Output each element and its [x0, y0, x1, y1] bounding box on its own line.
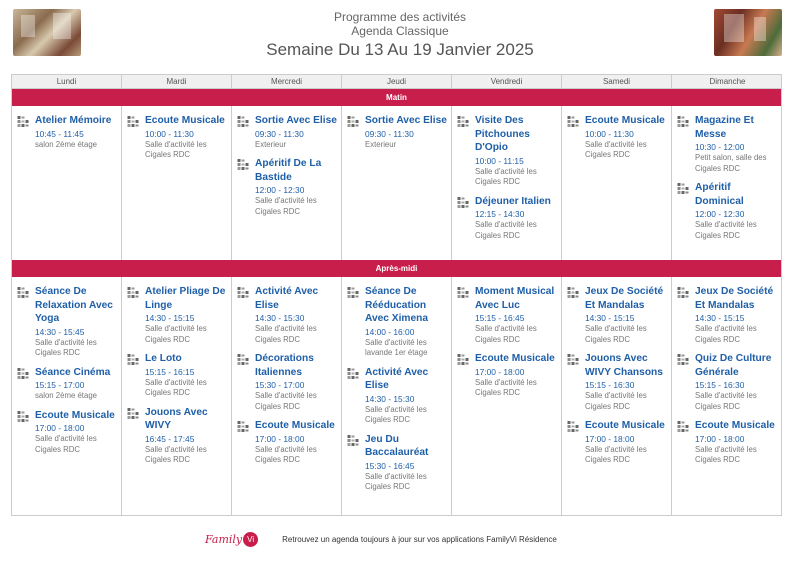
activity-place: Salle d'activité les Cigales RDC	[145, 377, 207, 397]
activity-name: Moment Musical Avec Luc	[475, 286, 555, 311]
activity-item[interactable]	[17, 114, 117, 150]
day-header-mercredi: Mercredi	[232, 75, 342, 88]
activity-name: Activité Avec Elise	[365, 366, 429, 391]
activity-body	[585, 285, 667, 345]
activity-time: 10:00 - 11:30	[145, 128, 194, 139]
activity-time: 17:00 - 18:00	[695, 433, 745, 444]
activity-name: Activité Avec Elise	[255, 286, 319, 311]
activity-icon	[237, 158, 255, 172]
activity-item[interactable]	[567, 285, 667, 345]
activity-time: 09:30 - 11:30	[255, 128, 304, 139]
activity-time: 14:30 - 15:45	[35, 326, 85, 337]
day-cell-lundi	[12, 277, 122, 516]
activity-place: Salle d'activité les Cigales RDC	[475, 166, 537, 186]
logo-text: Family	[205, 532, 243, 546]
activity-place: Salle d'activité les Cigales RDC	[475, 377, 537, 397]
activity-place: salon 2ème étage	[35, 139, 97, 149]
activity-icon	[457, 286, 475, 300]
activity-icon	[237, 353, 255, 367]
day-cell-mardi	[122, 277, 232, 516]
activity-item[interactable]	[237, 352, 337, 412]
activity-body	[35, 366, 117, 402]
activity-place: Exterieur	[365, 139, 397, 149]
activity-name: Déjeuner Italien	[475, 195, 551, 207]
activity-place: Salle d'activité les Cigales RDC	[365, 471, 427, 491]
activity-icon	[347, 434, 365, 448]
day-header-samedi: Samedi	[562, 75, 672, 88]
activity-icon	[567, 115, 585, 129]
activity-time: 12:15 - 14:30	[475, 209, 525, 219]
activity-body	[145, 352, 227, 399]
activity-place: Salle d'activité les Cigales RDC	[695, 324, 757, 344]
activity-place: Exterieur	[255, 139, 287, 149]
activity-place: salon 2ème étage	[35, 391, 97, 400]
activity-name: Le Loto	[145, 353, 182, 364]
section-band-apres-midi: Après-midi	[12, 260, 781, 277]
activity-item[interactable]	[677, 181, 779, 241]
activity-time: 10:00 - 11:30	[585, 128, 634, 139]
activity-place: Salle d'activité les Cigales RDC	[585, 139, 647, 159]
activity-item[interactable]	[127, 352, 227, 399]
activity-place: Salle d'activité les lavande 1er étage	[365, 337, 428, 357]
activity-item[interactable]	[567, 419, 667, 466]
activity-item[interactable]	[457, 285, 557, 345]
activity-icon	[567, 353, 585, 367]
activity-place: Salle d'activité les Cigales RDC	[585, 324, 647, 344]
activity-icon	[127, 115, 145, 129]
activity-place: Salle d'activité les Cigales RDC	[145, 444, 207, 464]
page-title: Programme des activités	[333, 10, 467, 24]
agenda-grid	[11, 74, 782, 516]
activity-time: 14:00 - 16:00	[365, 326, 415, 337]
day-header-jeudi: Jeudi	[342, 75, 452, 88]
activity-item[interactable]	[17, 409, 117, 456]
activity-body	[695, 419, 779, 466]
day-cell-dimanche	[672, 106, 783, 260]
activity-item[interactable]	[237, 114, 337, 150]
activity-body	[145, 285, 227, 345]
activity-item[interactable]	[677, 114, 779, 174]
activity-body	[475, 114, 557, 188]
activity-name: Sortie Avec Elise	[365, 115, 447, 126]
activity-time: 16:45 - 17:45	[145, 433, 195, 444]
activity-name: Ecoute Musicale	[585, 115, 665, 126]
day-cell-jeudi	[342, 277, 452, 516]
activity-body	[585, 352, 667, 412]
activity-icon	[237, 115, 255, 129]
activity-time: 17:00 - 18:00	[255, 433, 305, 444]
day-cell-mercredi	[232, 277, 342, 516]
week-title: Semaine Du 13 Au 19 Janvier 2025	[266, 40, 534, 59]
activity-body	[365, 285, 447, 359]
activity-item[interactable]	[567, 114, 667, 161]
activity-name: Jeux De Société Et Mandalas	[585, 286, 664, 311]
activity-body	[145, 114, 227, 161]
activity-time: 15:30 - 17:00	[255, 380, 305, 390]
activity-icon	[237, 286, 255, 300]
activity-icon	[457, 115, 475, 129]
day-cell-vendredi	[452, 106, 562, 260]
activity-body	[695, 181, 779, 241]
day-cell-samedi	[562, 106, 672, 260]
activity-time: 09:30 - 11:30	[365, 128, 414, 139]
activity-icon	[347, 115, 365, 129]
activity-item[interactable]	[457, 352, 557, 399]
activity-icon	[347, 367, 365, 381]
activity-body	[145, 406, 227, 466]
activity-icon	[17, 367, 35, 381]
activity-icon	[677, 182, 695, 196]
activity-time: 10:30 - 12:00	[695, 142, 745, 152]
activity-time: 12:00 - 12:30	[255, 185, 305, 195]
activity-body	[365, 433, 447, 493]
activity-icon	[457, 353, 475, 367]
activity-place: Salle d'activité les Cigales RDC	[35, 434, 97, 454]
activity-icon	[677, 353, 695, 367]
day-cell-mardi	[122, 106, 232, 260]
day-cell-dimanche	[672, 277, 783, 516]
activity-item[interactable]	[677, 419, 779, 466]
agenda-sections	[12, 89, 781, 516]
activity-time: 17:00 - 18:00	[35, 423, 85, 433]
activity-place: Salle d'activité les Cigales RDC	[255, 324, 317, 344]
activity-time: 14:30 - 15:15	[695, 313, 745, 323]
activity-place: Salle d'activité les Cigales RDC	[145, 324, 207, 344]
day-cell-samedi	[562, 277, 672, 516]
activity-body	[365, 114, 447, 150]
day-header-mardi: Mardi	[122, 75, 232, 88]
activity-name: Séance De Rééducation Avec Ximena	[365, 286, 429, 324]
activity-time: 15:30 - 16:45	[365, 460, 415, 471]
activity-time: 14:30 - 15:30	[365, 393, 415, 404]
footer	[205, 529, 557, 549]
activity-icon	[237, 420, 255, 434]
activity-place: Salle d'activité les Cigales RDC	[585, 391, 647, 411]
activity-time: 17:00 - 18:00	[585, 433, 635, 444]
activity-body	[695, 114, 779, 174]
activity-body	[475, 352, 557, 399]
activity-name: Décorations Italiennes	[255, 353, 314, 378]
activity-body	[255, 352, 337, 412]
page-subtitle: Agenda Classique	[351, 24, 449, 38]
activity-time: 14:30 - 15:30	[255, 313, 305, 323]
activity-place: Salle d'activité les Cigales RDC	[255, 391, 317, 411]
activity-icon	[677, 115, 695, 129]
activity-place: Salle d'activité les Cigales RDC	[585, 444, 647, 464]
activity-name: Ecoute Musicale	[255, 420, 335, 431]
activity-place: Salle d'activité les Cigales RDC	[255, 444, 317, 464]
activity-time: 15:15 - 16:45	[475, 313, 525, 323]
activity-icon	[677, 420, 695, 434]
activity-item[interactable]	[237, 285, 337, 345]
activity-time: 14:30 - 15:15	[585, 313, 635, 323]
activity-name: Jeux De Société Et Mandalas	[695, 286, 774, 311]
activity-item[interactable]	[347, 366, 447, 426]
activity-time: 15:15 - 16:30	[695, 380, 745, 390]
day-header-dimanche: Dimanche	[709, 77, 746, 86]
activity-name: Atelier Pliage De Linge	[145, 286, 226, 311]
activity-icon	[127, 286, 145, 300]
activity-time: 14:30 - 15:15	[145, 313, 195, 323]
activity-name: Ecoute Musicale	[145, 115, 225, 126]
activity-icon	[127, 407, 145, 421]
activity-place: Salle d'activité les Cigales RDC	[695, 391, 757, 411]
footer-message: Retrouvez un agenda toujours à jour sur vos applications FamilyVi Résidence	[282, 534, 557, 544]
activity-body	[585, 419, 667, 466]
activity-icon	[17, 115, 35, 129]
activity-time: 10:00 - 11:15	[475, 155, 524, 166]
activity-body	[475, 195, 557, 242]
activity-place: Salle d'activité les Cigales RDC	[475, 324, 537, 344]
activity-item[interactable]	[127, 114, 227, 161]
activity-icon	[17, 286, 35, 300]
activity-item[interactable]	[677, 352, 779, 412]
activity-item[interactable]	[677, 285, 779, 345]
activity-item[interactable]	[17, 285, 117, 359]
activity-body	[695, 285, 779, 345]
activity-icon	[347, 286, 365, 300]
activity-icon	[567, 286, 585, 300]
activity-name: Apéritif De La Bastide	[255, 158, 322, 183]
activity-place: Salle d'activité les Cigales RDC	[35, 337, 97, 357]
activity-time: 10:45 - 11:45	[35, 128, 84, 139]
activity-icon	[457, 196, 475, 210]
activity-name: Jeu Du Baccalauréat	[365, 433, 429, 458]
section-row	[12, 106, 781, 260]
activity-place: Salle d'activité les Cigales RDC	[365, 404, 427, 424]
activity-time: 15:15 - 16:15	[145, 366, 195, 377]
activity-body	[255, 157, 337, 217]
activity-time: 12:00 - 12:30	[695, 209, 745, 219]
activity-name: Jouons Avec WIVY	[145, 406, 208, 431]
day-header-row	[12, 75, 781, 89]
activity-name: Atelier Mémoire	[35, 115, 112, 126]
activity-item[interactable]	[567, 352, 667, 412]
activity-place: Salle d'activité les Cigales RDC	[255, 196, 317, 216]
section-band-matin: Matin	[12, 89, 781, 106]
activity-icon	[17, 410, 35, 424]
activity-icon	[677, 286, 695, 300]
activity-name: Apéritif Dominical	[695, 182, 744, 207]
activity-name: Ecoute Musicale	[695, 420, 775, 431]
activity-place: Salle d'activité les Cigales RDC	[695, 220, 757, 240]
day-cell-vendredi	[452, 277, 562, 516]
activity-time: 15:15 - 16:30	[585, 380, 635, 390]
activity-item[interactable]	[457, 195, 557, 242]
activity-item[interactable]	[127, 285, 227, 345]
activity-name: Magazine Et Messe	[695, 115, 754, 140]
activity-name: Ecoute Musicale	[475, 353, 555, 364]
activity-name: Visite Des Pitchounes D'Opio	[475, 115, 530, 153]
activity-item[interactable]	[237, 419, 337, 466]
activity-name: Jouons Avec WIVY Chansons	[585, 353, 663, 378]
familyvi-logo	[205, 532, 258, 547]
activity-body	[35, 285, 117, 359]
day-cell-lundi	[12, 106, 122, 260]
day-cell-mercredi	[232, 106, 342, 260]
activity-name: Ecoute Musicale	[35, 409, 115, 421]
activity-body	[365, 366, 447, 426]
activity-item[interactable]	[237, 157, 337, 217]
activity-body	[35, 114, 117, 150]
day-cell-jeudi	[342, 106, 452, 260]
logo-badge: Vi	[243, 532, 258, 547]
day-header-vendredi: Vendredi	[452, 75, 562, 88]
activity-icon	[567, 420, 585, 434]
day-header-lundi: Lundi	[12, 75, 122, 88]
activity-body	[695, 352, 779, 412]
activity-name: Séance Cinéma	[35, 366, 111, 378]
activity-name: Ecoute Musicale	[585, 420, 665, 431]
activity-body	[585, 114, 667, 161]
activity-body	[255, 114, 337, 150]
activity-place: Petit salon, salle des Cigales RDC	[695, 153, 767, 173]
activity-item[interactable]	[347, 433, 447, 493]
activity-body	[475, 285, 557, 345]
activity-item[interactable]	[347, 285, 447, 359]
activity-name: Quiz De Culture Générale	[695, 353, 772, 378]
activity-place: Salle d'activité les Cigales RDC	[145, 139, 207, 159]
activity-body	[255, 285, 337, 345]
activity-body	[35, 409, 117, 456]
activity-place: Salle d'activité les Cigales RDC	[475, 220, 537, 240]
section-row	[12, 277, 781, 516]
activity-icon	[127, 353, 145, 367]
activity-item[interactable]	[127, 406, 227, 466]
activity-item[interactable]	[347, 114, 447, 150]
activity-name: Séance De Relaxation Avec Yoga	[35, 286, 113, 324]
activity-item[interactable]	[17, 366, 117, 402]
activity-body	[255, 419, 337, 466]
activity-item[interactable]	[457, 114, 557, 188]
activity-name: Sortie Avec Elise	[255, 115, 337, 126]
activity-time: 15:15 - 17:00	[35, 380, 85, 390]
activity-time: 17:00 - 18:00	[475, 366, 525, 377]
activity-place: Salle d'activité les Cigales RDC	[695, 444, 757, 464]
page-header	[0, 10, 800, 61]
